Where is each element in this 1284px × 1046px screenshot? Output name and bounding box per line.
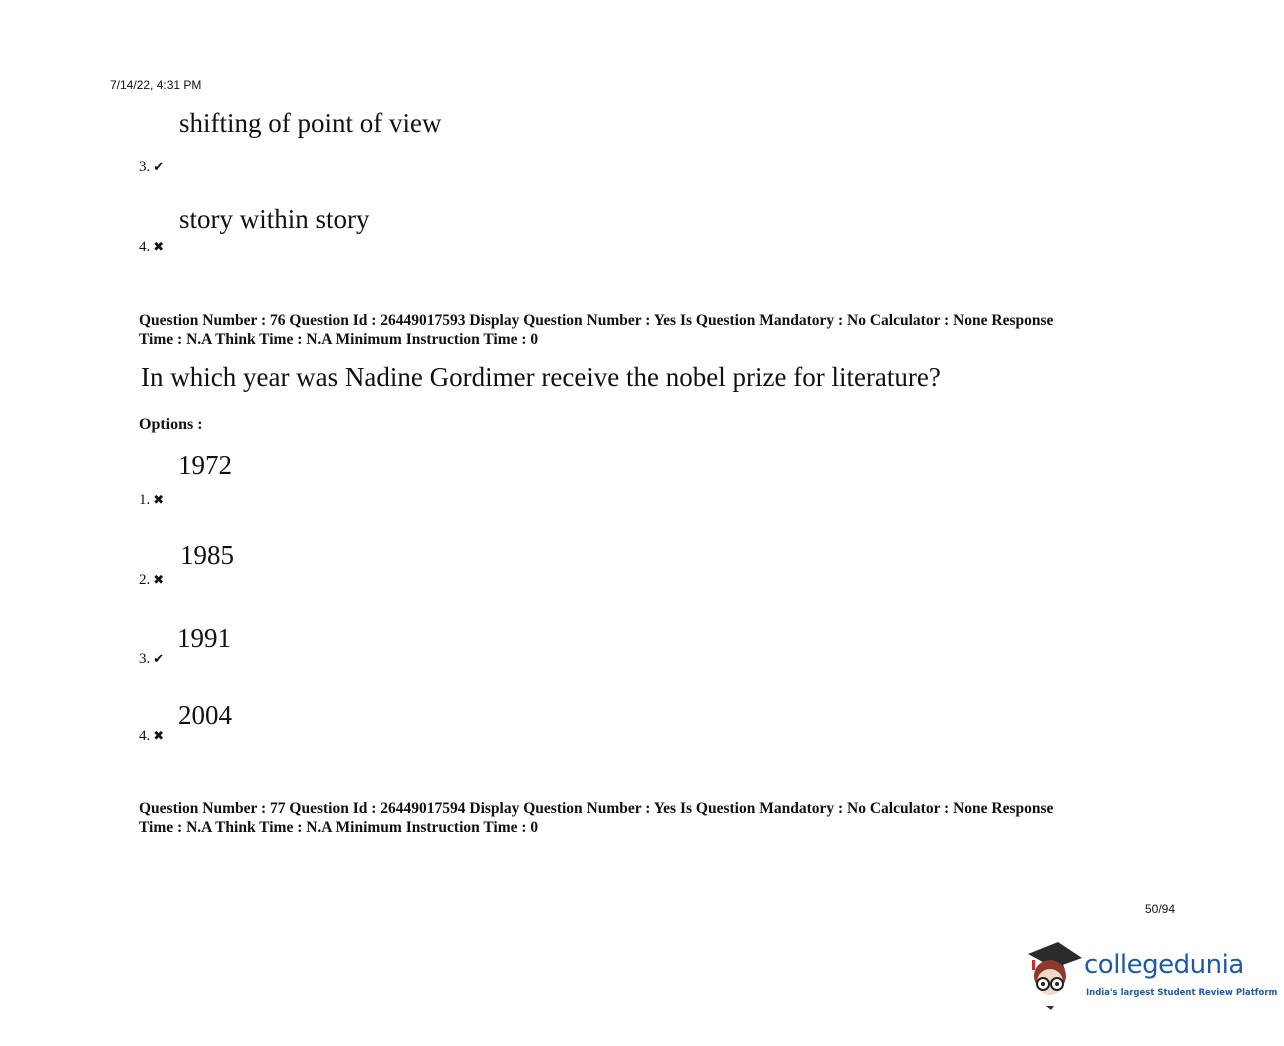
question-text: In which year was Nadine Gordimer receive the nobel prize for literature? [141,362,941,392]
option-number-label: 4. [139,239,151,255]
option-text: 1985 [180,540,234,570]
cross-icon: ✖ [153,492,165,507]
question-meta-line: Time : N.A Think Time : N.A Minimum Instruction Time : 0 [139,819,539,836]
question-meta-line: Question Number : 76 Question Id : 26449017593 Display Question Number : Yes Is Question Mandatory : No Calculator : None Response [139,312,1054,329]
option-number-label: 3. [139,651,151,667]
options-label: Options : [139,416,203,433]
option-text: shifting of point of view [179,108,442,138]
check-icon: ✔ [153,651,165,666]
option-number-label: 3. [139,159,151,175]
check-icon: ✔ [153,159,165,174]
option-number [139,239,164,256]
option-text: 1991 [177,623,231,653]
option-number-label: 2. [139,572,151,588]
print-timestamp: 7/14/22, 4:31 PM [110,78,202,92]
cross-icon: ✖ [153,728,165,743]
option-number-label: 1. [139,492,151,508]
cross-icon: ✖ [153,572,165,587]
brand-tagline: India's largest Student Review Platform [1086,988,1278,998]
page-number: 50/94 [1145,902,1176,916]
option-text: 1972 [178,450,232,480]
option-text: 2004 [178,700,232,730]
question-meta-line: Question Number : 77 Question Id : 26449017594 Display Question Number : Yes Is Question Mandatory : No Calculator : None Response [139,800,1054,817]
cross-icon: ✖ [153,239,165,254]
question-meta [139,799,1139,837]
option-number-label: 4. [139,728,151,744]
option-number [139,728,164,745]
brand-logo-text: collegedunia [1084,950,1244,980]
collegedunia-mascot-icon [1024,940,1084,1010]
option-number [139,159,164,176]
option-number [139,651,164,668]
option-number [139,572,164,589]
question-meta-line: Time : N.A Think Time : N.A Minimum Instruction Time : 0 [139,331,539,348]
option-text: story within story [179,204,370,234]
option-number [139,492,164,509]
question-meta [139,311,1139,349]
